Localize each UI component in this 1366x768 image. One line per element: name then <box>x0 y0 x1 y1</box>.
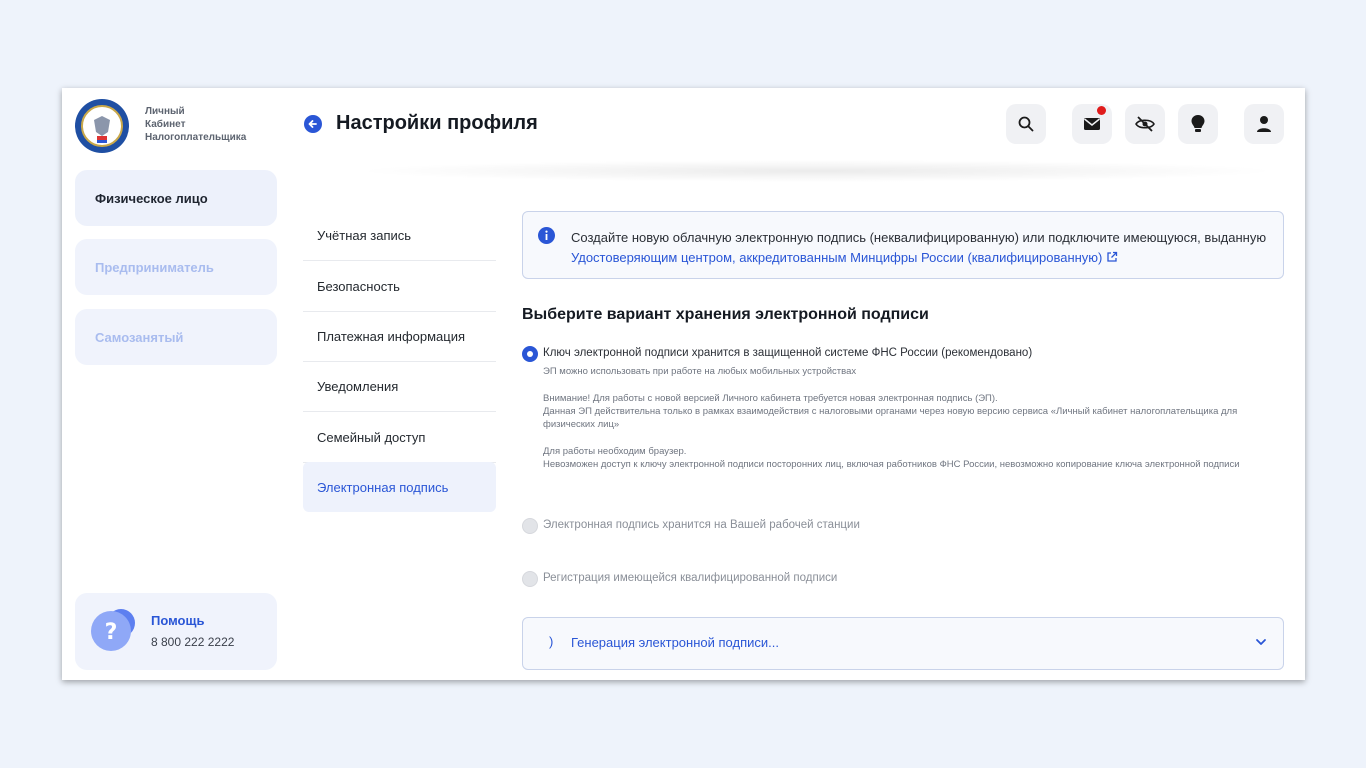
brand-line: Кабинет <box>145 119 186 130</box>
fns-emblem-logo[interactable] <box>74 98 130 154</box>
chevron-down-icon[interactable] <box>1255 638 1267 646</box>
accessibility-button[interactable] <box>1125 104 1165 144</box>
tips-button[interactable] <box>1178 104 1218 144</box>
radio-workstation-storage[interactable] <box>522 518 538 534</box>
option-detail: ЭП можно использовать при работе на любых мобильных устройствах <box>543 366 857 377</box>
option-detail: Внимание! Для работы с новой версией Личного кабинета требуется новая электронная подпись (ЭП). <box>543 393 998 404</box>
loading-spinner-icon: ) <box>549 634 554 649</box>
svg-text:?: ? <box>104 620 118 645</box>
brand-line: Налогоплательщика <box>145 132 247 143</box>
tab-label: Платежная информация <box>317 329 466 344</box>
search-button[interactable] <box>1006 104 1046 144</box>
option-workstation-label[interactable]: Электронная подпись хранится на Вашей рабочей станции <box>543 519 860 531</box>
arrow-left-icon <box>304 115 322 133</box>
option-detail: Данная ЭП действительна только в рамках взаимодействия с налоговыми органами через новую версию сервиса «Личный кабинет налогоплательщика для физических лиц» <box>543 406 1238 430</box>
tab-payment[interactable] <box>303 312 496 362</box>
app-window <box>62 88 1305 680</box>
profile-button[interactable] <box>1244 104 1284 144</box>
info-body: Создайте новую облачную электронную подпись (неквалифицированную) или подключите имеющуюся, выданную <box>571 230 1267 245</box>
sidebar-item-label: Самозанятый <box>95 329 184 345</box>
section-title: Выберите вариант хранения электронной подписи <box>522 306 929 323</box>
signature-generation-accordion[interactable] <box>522 617 1284 670</box>
info-banner <box>522 211 1284 279</box>
option-detail: Невозможен доступ к ключу электронной подписи посторонних лиц, включая работников ФНС России, невозможно копирование ключа электронной подписи <box>543 459 1240 470</box>
external-link-icon[interactable] <box>1106 251 1118 263</box>
header-shadow <box>352 160 1282 182</box>
tab-label: Безопасность <box>317 279 400 294</box>
info-icon <box>538 227 555 244</box>
lightbulb-icon <box>1190 114 1206 134</box>
help-title[interactable]: Помощь <box>151 613 205 628</box>
sidebar-item-entrepreneur[interactable] <box>75 239 277 295</box>
sidebar-item-self-employed[interactable] <box>75 309 277 365</box>
tab-label: Учётная запись <box>317 228 412 243</box>
tab-label: Электронная подпись <box>317 479 449 495</box>
tab-notifications[interactable] <box>303 362 496 412</box>
tab-account[interactable] <box>303 211 496 261</box>
eye-off-icon <box>1135 116 1155 132</box>
tab-family-access[interactable] <box>303 413 496 463</box>
info-text <box>571 228 1271 268</box>
brand-line: Личный <box>145 106 185 117</box>
tab-security[interactable] <box>303 262 496 312</box>
sidebar-item-label: Физическое лицо <box>95 190 208 206</box>
sidebar-item-individual[interactable] <box>75 170 277 226</box>
accordion-label[interactable]: Генерация электронной подписи... <box>571 635 779 650</box>
help-card[interactable] <box>75 593 277 670</box>
sidebar-item-label: Предприниматель <box>95 259 214 275</box>
user-icon <box>1256 115 1272 133</box>
option-qualified-label[interactable]: Регистрация имеющейся квалифицированной подписи <box>543 572 838 584</box>
option-detail: Для работы необходим браузер. <box>543 446 687 457</box>
tab-e-signature[interactable] <box>303 462 496 512</box>
brand-title <box>145 105 246 144</box>
tab-label: Семейный доступ <box>317 430 426 445</box>
tab-label: Уведомления <box>317 379 399 394</box>
accredited-ca-link[interactable]: Удостоверяющим центром, аккредитованным Минцифры России (квалифицированную) <box>571 250 1103 265</box>
page-title: Настройки профиля <box>336 112 538 134</box>
back-button[interactable] <box>304 115 322 133</box>
help-phone[interactable]: 8 800 222 2222 <box>151 635 235 649</box>
messages-button[interactable] <box>1072 104 1112 144</box>
notification-dot <box>1097 106 1106 115</box>
search-icon <box>1017 115 1035 133</box>
radio-qualified-registration[interactable] <box>522 571 538 587</box>
option-fns-storage-label[interactable]: Ключ электронной подписи хранится в защищенной системе ФНС России (рекомендовано) <box>543 347 1033 359</box>
radio-fns-storage[interactable] <box>522 346 538 362</box>
help-question-icon <box>89 605 141 653</box>
mail-icon <box>1083 117 1101 131</box>
